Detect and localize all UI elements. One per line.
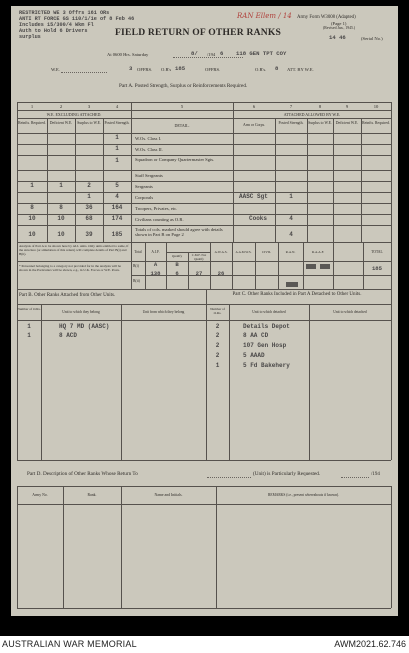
cell-posted: 1 <box>115 157 119 164</box>
at-line-year-label: /194 <box>207 52 216 57</box>
cell-reinfts-total: 10 <box>28 231 36 238</box>
detail-row-label: Corporals <box>135 195 154 200</box>
we-excl-header: W.E. EXCLUDING ATTACHED. <box>46 112 102 117</box>
cell-posted: 4 <box>115 193 119 200</box>
detail-row-label: Civilians counting as O.R. <box>135 217 184 222</box>
typed-header-line: ANTI RT FORCE GS 110/1/1e of 8 Feb 46 <box>19 16 135 22</box>
detail-row-label: Staff Sergeants <box>135 173 163 178</box>
footer-accession: AWM2021.62.746 <box>334 639 406 649</box>
we-ors2-value: 8 <box>275 65 279 72</box>
part-d-header-army-no: Army No. <box>32 493 48 497</box>
cell-arm: AASC Sgt <box>239 193 268 200</box>
cell-posted-att: 1 <box>289 193 293 200</box>
we-ors-value: 185 <box>175 65 186 72</box>
analysis-cmf-not: 27 <box>195 270 203 277</box>
analysis-note-2: * Personnel belonging to a category not provided for in the analysis will be shown in the Particulars will be shown, e.g., in U.K. Forces or W.E. Posts. <box>19 264 121 272</box>
analysis-note: Analysis of Part A to be shown here by ALL units. Only units entitled to same, if the structure (or simulation of this return) will complete details of Part B(i) and B(ii). <box>19 244 129 256</box>
analysis-header-total: Total <box>134 250 142 254</box>
part-d-header-rank: Rank. <box>87 493 97 497</box>
part-d-date: /194 <box>371 472 380 477</box>
typed-header-line: surplus <box>19 34 41 40</box>
header-posted-att: Posted Strength. <box>278 121 304 125</box>
handwritten-note: RAN Ellem / 14 <box>237 12 292 20</box>
part-b-unit: 8 ACD <box>59 332 78 339</box>
header-detail: DETAIL. <box>174 123 190 128</box>
header-surplus-att: Surplus to W.E. <box>308 121 332 125</box>
analysis-header-cmf-not: C.M.F. Not Qualify <box>191 253 207 261</box>
analysis-cmf: 6 <box>175 270 179 277</box>
at-line-unit: 118 GEN TPT COY <box>236 50 287 57</box>
analysis-awas: 26 <box>217 270 225 277</box>
part-c-header-unit-2: Unit to which detached <box>333 310 367 314</box>
attached-header: ATTACHED ALLOWED BY W.E. <box>283 112 341 117</box>
part-c-unit: 5 AAAD <box>243 352 265 359</box>
header-arm: Arm or Corps. <box>242 123 266 127</box>
analysis-header-aif: A.I.F. <box>151 250 160 254</box>
form-page: (Page 1) <box>331 21 347 26</box>
col-number: 10 <box>373 104 379 109</box>
cell-deficient: 8 <box>59 204 63 211</box>
form-revised: (Revised Jan., 1945.) <box>323 26 356 30</box>
at-line-prefix: At 0600 Hrs. Saturday <box>107 52 149 57</box>
we-offrs-value: 3 <box>129 65 133 72</box>
header-surplus: Surplus to W.E. <box>77 121 101 125</box>
cell-deficient: 1 <box>59 182 63 189</box>
redacted-mark <box>306 264 316 269</box>
cell-deficient-total: 10 <box>57 231 65 238</box>
header-reinfts: Reinfts. Required. <box>18 121 46 125</box>
part-c-num: 2 <box>215 332 220 339</box>
form-title: FIELD RETURN OF OTHER RANKS <box>115 27 282 38</box>
part-c-num: 2 <box>215 342 220 349</box>
cell-posted: 174 <box>111 215 123 222</box>
cell-posted-att-total: 4 <box>289 231 293 238</box>
part-b-header-from: Unit from which they belong <box>142 310 185 314</box>
col-number: 8 <box>318 104 322 109</box>
part-c-unit: Details Depot <box>243 323 290 330</box>
at-line-date: 8/ <box>191 50 198 57</box>
analysis-grand-total-value: 185 <box>371 265 383 272</box>
we-att-label: ATT. BY W.E. <box>287 67 314 72</box>
part-c-unit: 107 Gen Hosp <box>243 342 287 349</box>
part-c-title: Part C. Other Ranks Included in Part A Detached to Other Units. <box>232 292 362 297</box>
detail-row-label: Totals of cols. marked should agree with details shown in Part B on Page 2 <box>135 227 223 238</box>
detail-row-label: Squadron or Company Quartermaster Sgts. <box>135 157 215 162</box>
part-d-mid: (Unit) is Particularly Requested. <box>253 471 321 477</box>
detail-row-label: W.Os. Class I. <box>135 136 162 141</box>
part-c-header-unit: Unit to which detached <box>252 310 286 314</box>
header-posted: Posted Strength. <box>104 121 130 125</box>
cell-surplus: 36 <box>85 204 93 211</box>
part-b-header-num: Number of O.Rs. <box>17 307 41 311</box>
cell-surplus: 2 <box>87 182 91 189</box>
analysis-row-label: B(i) <box>133 264 139 268</box>
cell-posted: 5 <box>115 182 119 189</box>
cell-posted-att: 4 <box>289 215 293 222</box>
col-number: 3 <box>87 104 91 109</box>
analysis-cmf: B <box>175 261 179 268</box>
col-number: 5 <box>180 104 184 109</box>
footer-institution: AUSTRALIAN WAR MEMORIAL <box>2 639 137 649</box>
analysis-aif: A <box>153 261 158 268</box>
detail-row-label: Troopers, Privates, etc. <box>135 206 178 211</box>
header-deficient-att: Deficient W.E. <box>335 121 359 125</box>
serial-value: 14 46 <box>329 34 346 41</box>
serial-label: (Serial No.) <box>361 36 383 41</box>
header-reinfts-att: Reinfts. Required. <box>362 121 390 125</box>
detail-row-label: Sergeants <box>135 184 153 189</box>
part-a-title: Part A. Posted Strength, Surplus or Reinforcements Required. <box>119 83 248 89</box>
form-sheet <box>11 6 398 616</box>
analysis-header-raaf: R.A.A.F. <box>311 250 325 254</box>
cell-arm: Cooks <box>249 215 268 222</box>
at-line-year: 6 <box>220 50 224 57</box>
analysis-header-awas: A.W.A.S. <box>214 250 228 254</box>
col-number: 4 <box>115 104 119 109</box>
part-b-num: 1 <box>27 332 31 339</box>
we-offrs2-label: OFFRS. <box>205 67 221 72</box>
part-d-title: Part D. Description of Other Ranks Whose Return To <box>27 471 138 477</box>
col-number: 1 <box>30 104 34 109</box>
analysis-header-grand-total: TOTAL <box>371 250 383 254</box>
analysis-header-civil: CIVIL <box>261 250 272 254</box>
typed-header-line: Includes 15/300/4 Wkm Fl <box>19 22 94 28</box>
analysis-row-label: B(ii) <box>133 279 140 283</box>
cell-reinfts: 10 <box>28 215 36 222</box>
part-c-num: 1 <box>215 362 220 369</box>
redacted-mark <box>320 264 330 269</box>
we-label: W.E. <box>51 67 61 72</box>
part-c-unit: 5 Fd Bakehery <box>243 362 290 369</box>
part-b-header-unit: Unit to which they belong <box>62 310 100 314</box>
cell-surplus-total: 39 <box>85 231 93 238</box>
detail-row-label: W.Os. Class II. <box>135 147 163 152</box>
we-offrs-label: OFFRS. <box>137 67 153 72</box>
header-deficient: Deficient W.E. <box>49 121 73 125</box>
cell-posted: 1 <box>115 145 119 152</box>
col-number: 6 <box>252 104 256 109</box>
cell-posted-total: 185 <box>111 231 123 238</box>
col-number: 9 <box>345 104 349 109</box>
analysis-aif: 138 <box>150 270 161 277</box>
analysis-header-cmf-qualify: Qualify <box>171 254 183 258</box>
redacted-mark <box>286 282 298 287</box>
museum-footer <box>0 636 409 653</box>
part-c-header-num: Number of O.Rs. <box>210 307 225 315</box>
part-c-num: 2 <box>215 352 220 359</box>
analysis-header-aamws: A.A.M.W.S. <box>235 250 252 254</box>
col-number: 7 <box>289 104 293 109</box>
cell-posted: 1 <box>115 134 119 141</box>
cell-surplus: 68 <box>85 215 93 222</box>
part-b-unit: HQ 7 MD (AASC) <box>59 323 110 330</box>
we-ors2-label: O.R's. <box>255 67 267 72</box>
part-c-unit: 8 AA CD <box>243 332 269 339</box>
part-c-num: 2 <box>215 323 220 330</box>
analysis-header-ran: R.A.N. <box>285 250 296 254</box>
we-ors-label: O.R's <box>161 67 172 72</box>
part-d-header-name: Name and Initials. <box>154 493 183 497</box>
cell-reinfts: 1 <box>30 182 34 189</box>
col-number: 2 <box>59 104 63 109</box>
cell-deficient: 10 <box>57 215 65 222</box>
part-d-header-remarks: REMARKS (i.e., present whereabouts if known). <box>268 493 339 497</box>
typed-header-line: Auth to Hold 6 Drivers <box>19 28 88 34</box>
cell-posted: 164 <box>111 204 123 211</box>
cell-reinfts: 8 <box>30 204 34 211</box>
typed-header-line: RESTRICTED WE 3 Offrs 161 ORs <box>19 10 110 16</box>
army-form-ref: Army Form W3008 (Adapted) <box>297 15 356 20</box>
cell-surplus: 1 <box>87 193 91 200</box>
part-b-title: Part B. Other Ranks Attached from Other Units. <box>19 293 116 298</box>
part-b-num: 1 <box>27 323 31 330</box>
